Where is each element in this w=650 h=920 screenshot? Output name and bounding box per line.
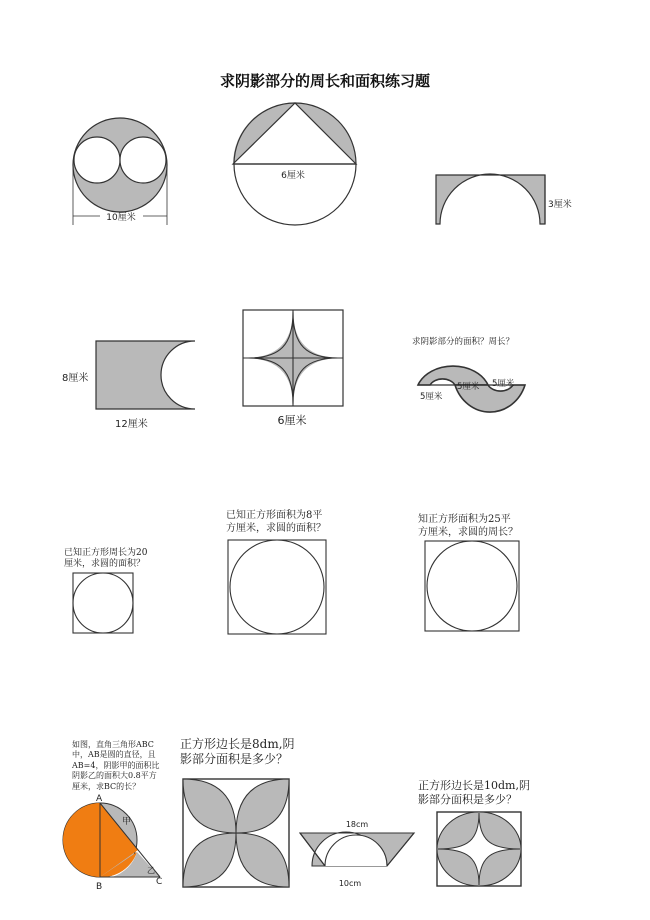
figure-circle-in-square-right [425, 541, 519, 631]
figure-square-four-leaves [183, 779, 289, 887]
p12-bottom-label: 10cm [338, 879, 362, 888]
p10-question-line-4: 阴影乙的面积大0.8平方 [72, 771, 157, 781]
figure-trapezoid-semicircle [300, 820, 414, 888]
p9-question-line-2: 方厘米，求圆的周长？ [418, 526, 518, 538]
point-b-label: B [96, 882, 103, 892]
p13-question-line-2: 影部分面积是多少？ [418, 792, 517, 806]
p10-question [72, 740, 159, 792]
p4-width-label: 12厘米 [115, 419, 148, 430]
p13-question-line-1: 正方形边长是10dm,阴 [418, 779, 530, 792]
p7-question-line-2: 厘米，求圆的面积？ [64, 559, 146, 570]
p10-question-line-3: AB=4，阴影甲的面积比 [72, 760, 160, 770]
p11-question-line-1: 正方形边长是8dm,阴 [180, 737, 295, 751]
p7-question [64, 548, 147, 571]
p3-dimension-label: 3厘米 [548, 200, 572, 210]
p13-question [418, 779, 530, 807]
point-c-label: C [156, 877, 163, 887]
p8-question-line-2: 方厘米，求圆的面积？ [226, 522, 326, 534]
p6-label-right: 5厘米 [492, 379, 515, 389]
p12-top-label: 18cm [345, 820, 369, 829]
p10-question-line-5: 厘米，求BC的长？ [72, 781, 141, 791]
figure-two-circles-in-circle [73, 118, 167, 225]
p11-question-line-2: 影部分面积是多少？ [180, 752, 289, 766]
figure-square-circle-quarters [437, 812, 521, 886]
figure-rectangle-minus-semicircle [436, 174, 572, 224]
p6-label-middle: 5厘米 [457, 382, 480, 392]
p8-question-line-1: 已知正方形面积为8平 [226, 510, 323, 521]
p11-question [180, 737, 295, 767]
p4-height-label: 8厘米 [62, 373, 89, 384]
figure-circle-in-square-small [73, 573, 133, 633]
p9-question-line-1: 知正方形面积为25平 [418, 514, 511, 525]
p6-label-left: 5厘米 [420, 392, 443, 402]
figure-triangle-in-circle [233, 103, 356, 225]
point-a-label: A [96, 794, 103, 804]
region-jia-label: 甲 [122, 817, 132, 827]
p9-question [418, 514, 518, 539]
region-yi-label: 乙 [147, 866, 155, 875]
p1-dimension-label: 10厘米 [106, 213, 136, 223]
p10-question-line-2: 中，AB是圆的直径，且 [72, 750, 156, 760]
figure-s-shape [412, 336, 525, 412]
p2-dimension-label: 6厘米 [281, 171, 305, 181]
p8-question [226, 510, 326, 535]
figure-rectangle-with-notch [62, 341, 195, 430]
figure-square-quarter-circles [243, 310, 343, 427]
p5-dimension-label: 6厘米 [277, 414, 307, 427]
p10-question-line-1: 如图，直角三角形ABC [72, 740, 154, 749]
p6-question: 求阴影部分的面积？周长？ [412, 337, 515, 347]
figure-circle-in-square-medium [228, 540, 326, 634]
page-title: 求阴影部分的周长和面积练习题 [219, 72, 430, 90]
p7-question-line-1: 已知正方形周长为20 [64, 548, 148, 558]
figure-right-triangle-circle [63, 794, 162, 892]
